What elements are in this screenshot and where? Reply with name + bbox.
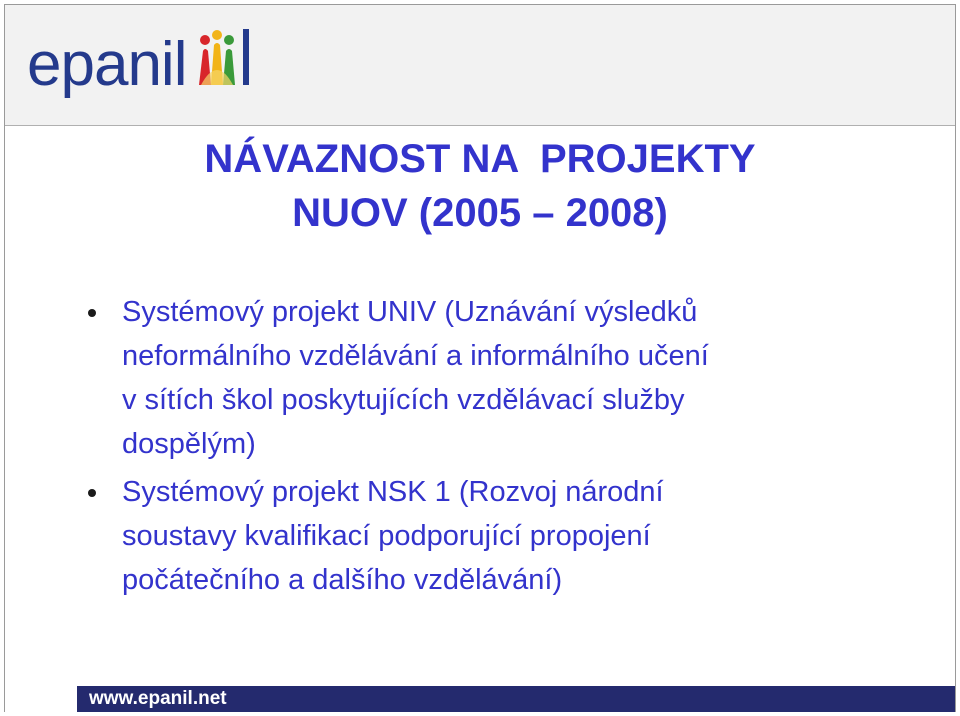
- title-line-1: NÁVAZNOST NA PROJEKTY: [204, 137, 756, 181]
- footer-left-block: [5, 686, 75, 712]
- title-line-2: NUOV (2005 – 2008): [292, 191, 668, 235]
- footer-bar: [5, 686, 955, 712]
- logo-wordmark: epanil: [27, 30, 187, 99]
- logo-l-stroke: [243, 29, 249, 85]
- bullet-icon: [88, 309, 96, 317]
- bullet-line: neformálního vzdělávání a informálního učení: [122, 340, 709, 372]
- bullet-line: v sítích škol poskytujících vzdělávací služby: [122, 384, 685, 416]
- slide-title: [0, 132, 960, 240]
- bullet-line: Systémový projekt NSK 1 (Rozvoj národní: [122, 476, 664, 508]
- bullet-line: počátečního a dalšího vzdělávání): [122, 564, 563, 596]
- bullet-list: [84, 290, 904, 606]
- bullet-line: dospělým): [122, 428, 256, 460]
- footer-url-link[interactable]: www.epanil.net: [89, 688, 227, 709]
- logo-figures: [199, 30, 235, 85]
- bullet-icon: [88, 489, 96, 497]
- bullet-item: [84, 470, 904, 602]
- header-band: [5, 5, 955, 126]
- footer-main-bar: [77, 686, 955, 712]
- epanil-logo: [27, 25, 267, 115]
- bullet-line: Systémový projekt UNIV (Uznávání výsledků: [122, 296, 698, 328]
- bullet-item: [84, 290, 904, 466]
- bullet-line: soustavy kvalifikací podporující propojení: [122, 520, 651, 552]
